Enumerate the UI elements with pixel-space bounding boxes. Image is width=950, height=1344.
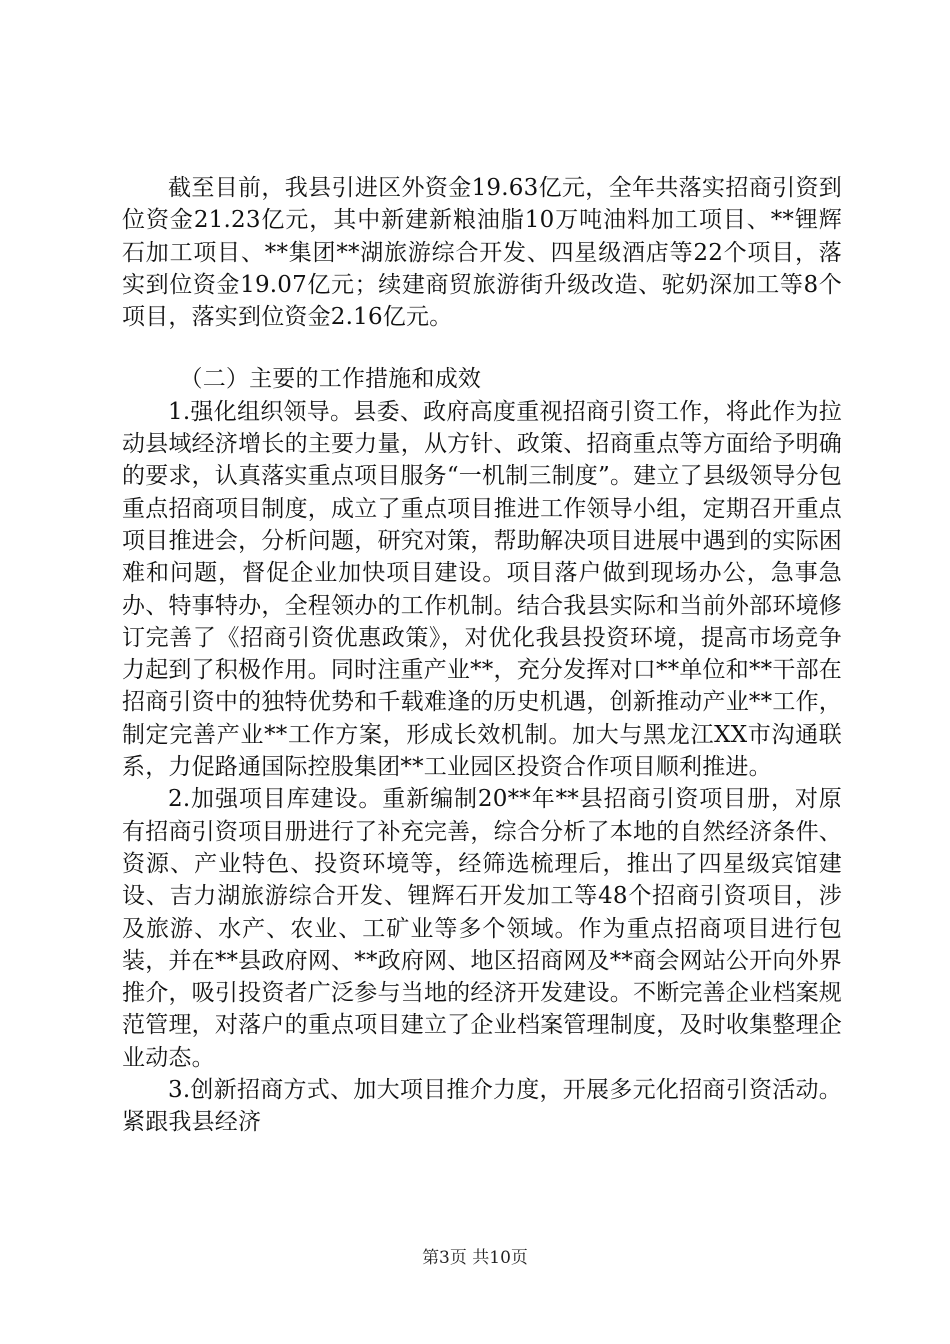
paragraph-organization-leadership: 1.强化组织领导。县委、政府高度重视招商引资工作，将此作为拉动县域经济增长的主要力量，从方针、政策、招商重点等方面给予明确的要求，认真落实重点项目服务“一机制三制度”。建立了县级领导分包重点招商项目制度，成立了重点项目推进工作领导小组，定期召开重点项目推进会，分析问题，研究对策，帮助解决项目进展中遇到的实际困难和问题，督促企业加快项目建设。项目落户做到现场办公，急事急办、特事特办，全程领办的工作机制。结合我县实际和当前外部环境修订完善了《招商引资优惠政策》，对优化我县投资环境，提高市场竞争力起到了积极作用。同时注重产业**，充分发挥对口**单位和**干部在招商引资中的独特优势和千载难逢的历史机遇，创新推动产业**工作，制定完善产业**工作方案，形成长效机制。加大与黑龙江XX市沟通联系，力促路通国际控股集团**工业园区投资合作项目顺利推进。 [122,398,842,781]
paragraph-investment-summary: 截至目前，我县引进区外资金19.63亿元，全年共落实招商引资到位资金21.23亿元，其中新建新粮油脂10万吨油料加工项目、**锂辉石加工项目、**集团**湖旅游综合开发、四星级酒店等22个项目，落实到位资金19.07亿元；续建商贸旅游街升级改造、驼奶深加工等8个项目，落实到位资金2.16亿元。 [122,175,842,331]
section-heading: （二）主要的工作措施和成效 [179,366,482,393]
page-footer: 第3页 共10页 [422,1248,528,1268]
paragraph-project-library: 2.加强项目库建设。重新编制20**年**县招商引资项目册，对原有招商引资项目册进行了补充完善，综合分析了本地的自然经济条件、资源、产业特色、投资环境等，经筛选梳理后，推出了四星级宾馆建设、吉力湖旅游综合开发、锂辉石开发加工等48个招商引资项目，涉及旅游、水产、农业、工矿业等多个领域。作为重点招商项目进行包装，并在**县政府网、**政府网、地区招商网及**商会网站公开向外界推介，吸引投资者广泛参与当地的经济开发建设。不断完善企业档案规范管理，对落户的重点项目建立了企业档案管理制度，及时收集整理企业动态。 [122,786,842,1071]
paragraph-gap [122,333,842,363]
document-body [122,172,842,1139]
paragraph-investment-methods: 3.创新招商方式、加大项目推介力度，开展多元化招商引资活动。紧跟我县经济 [122,1077,842,1136]
